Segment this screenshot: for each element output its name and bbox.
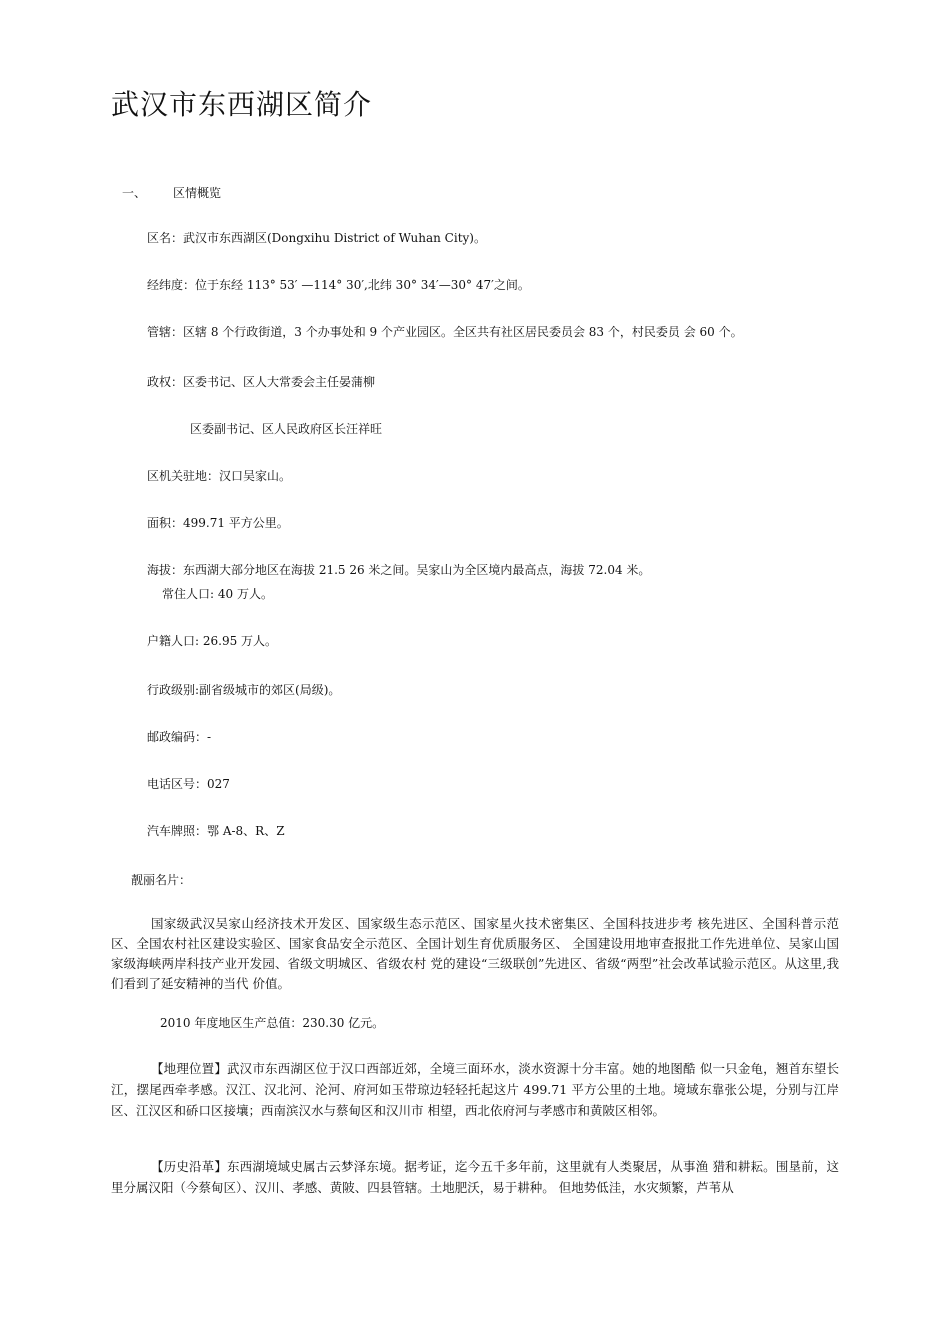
altitude-line: 海拔：东西湖大部分地区在海拔 21.5 26 米之间。吴家山为全区境内最高点，海拔 72.04 米。 bbox=[147, 563, 651, 577]
honors-paragraph: 国家级武汉吴家山经济技术开发区、国家级生态示范区、国家星火技术密集区、全国科技进步考 核先进区、全国科普示范区、全国农村社区建设实验区、国家食品安全示范区、全国计划生育优质服务区、 全国建设用地审查报批工作先进单位、吴家山国家级海峡两岸科技产业开发园、省级文明城区、省级农村 党的建设“三级联创”先进区、省级“两型”社会改革试验示范区。从这里,我们看到了延安精神的当代 价值。 bbox=[111, 916, 839, 991]
gdp-line: 2010 年度地区生产总值：230.30 亿元。 bbox=[160, 1016, 385, 1030]
area-line: 面积：499.71 平方公里。 bbox=[147, 516, 289, 530]
government-line-1: 政权：区委书记、区人大常委会主任晏蒲柳 bbox=[147, 375, 376, 389]
seat-line: 区机关驻地：汉口吴家山。 bbox=[147, 469, 292, 483]
district-name-line: 区名：武汉市东西湖区(Dongxihu District of Wuhan City)。 bbox=[147, 231, 486, 245]
geography-paragraph: 【地理位置】武汉市东西湖区位于汉口西部近郊，全境三面环水，淡水资源十分丰富。她的地图酷 似一只金龟，翘首东望长江，摆尾西牵孝感。汉江、汉北河、沦河、府河如玉带琼边轻轻托起这片 499.71 平方公里的土地。境域东靠张公堤，分别与江岸区、江汉区和硚口区接壤；西南滨汉水与蔡甸区和汉川市 相望，西北依府河与孝感市和黄陂区相邻。 bbox=[111, 1061, 839, 1118]
section-number: 一、 bbox=[122, 186, 147, 200]
registered-population-line: 户籍人口: 26.95 万人。 bbox=[147, 634, 278, 648]
admin-level-line: 行政级别:副省级城市的郊区(局级)。 bbox=[147, 683, 341, 697]
page-title: 武汉市东西湖区简介 bbox=[111, 88, 373, 121]
postal-code-line: 邮政编码：- bbox=[147, 730, 212, 744]
license-plate-line: 汽车牌照：鄂 A-8、R、Z bbox=[147, 824, 285, 838]
jurisdiction-line: 管辖：区辖 8 个行政街道，3 个办事处和 9 个产业园区。全区共有社区居民委员会 83 个，村民委员 会 60 个。 bbox=[147, 325, 743, 339]
population-line: 常住人口: 40 万人。 bbox=[162, 587, 273, 601]
coordinates-line: 经纬度：位于东经 113° 53′ —114° 30′,北纬 30° 34′—30° 47′之间。 bbox=[147, 278, 530, 292]
card-label: 靓丽名片： bbox=[131, 873, 192, 887]
history-paragraph: 【历史沿革】东西湖境域史属古云梦泽东境。据考证，迄今五千多年前，这里就有人类聚居，从事渔 猎和耕耘。围垦前，这里分属汉阳（今蔡甸区）、汉川、孝感、黄陂、四县管辖。土地肥沃，易于耕种。 但地势低洼，水灾频繁，芦苇从 bbox=[111, 1159, 839, 1195]
government-line-2: 区委副书记、区人民政府区长汪祥旺 bbox=[190, 422, 383, 436]
section-heading: 区情概览 bbox=[173, 186, 222, 200]
phone-code-line: 电话区号：027 bbox=[147, 777, 230, 791]
